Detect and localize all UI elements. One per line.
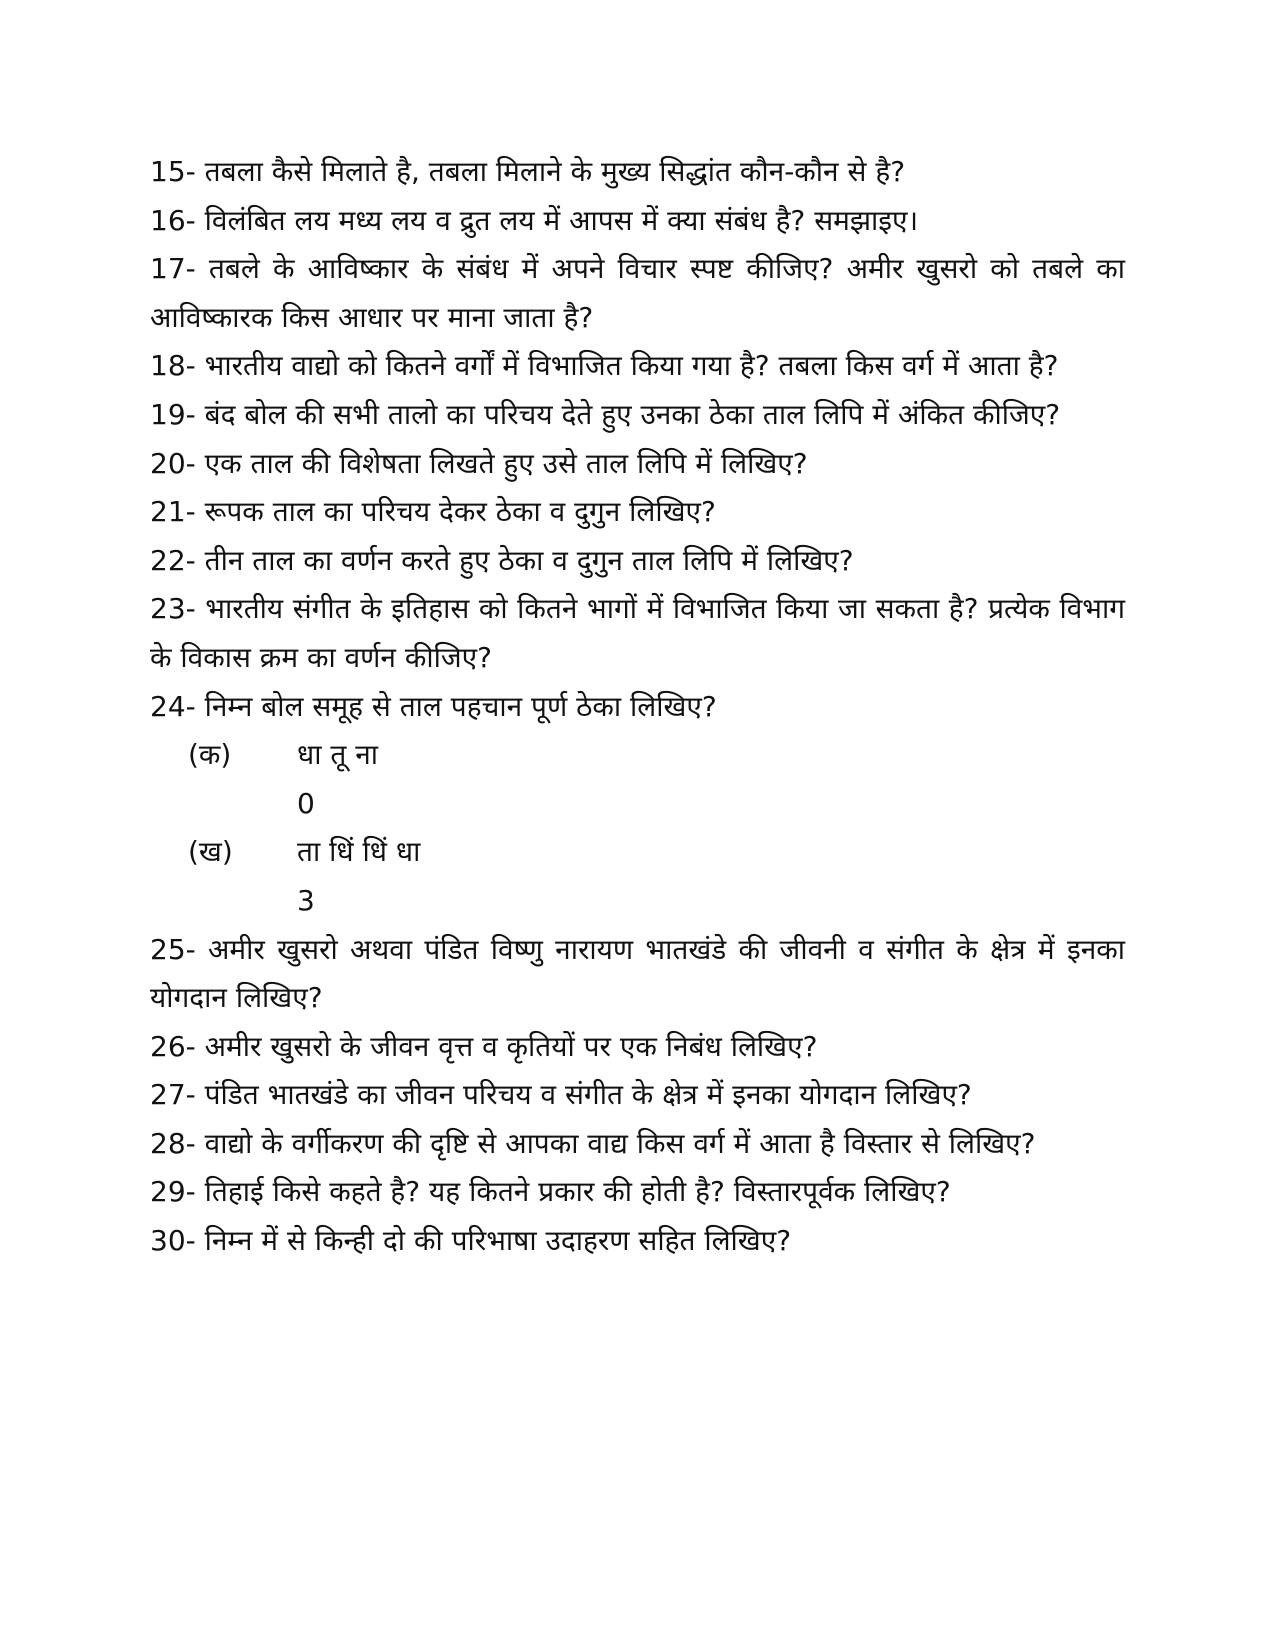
question-list	[150, 148, 1125, 1266]
question-26: 26- अमीर खुसरो के जीवन वृत्त व कृतियों पर एक निबंध लिखिए?	[150, 1029, 818, 1063]
q24-part-kha-mark: 3	[297, 883, 315, 917]
question-29: 29- तिहाई किसे कहते है? यह कितने प्रकार की होती है? विस्तारपूर्वक लिखिए?	[150, 1175, 951, 1209]
q24-part-ka-label: (क)	[188, 738, 232, 772]
question-20: 20- एक ताल की विशेषता लिखते हुए उसे ताल लिपि में लिखिए?	[150, 446, 808, 480]
question-30: 30- निम्न में से किन्ही दो की परिभाषा उदाहरण सहित लिखिए?	[150, 1224, 792, 1258]
question-16: 16- विलंबित लय मध्य लय व द्रुत लय में आपस में क्या संबंध है? समझाइए।	[150, 203, 919, 237]
question-21: 21- रूपक ताल का परिचय देकर ठेका व दुगुन लिखिए?	[150, 495, 716, 529]
question-17: 17- तबले के आविष्कार के संबंध में अपने विचार स्पष्ट कीजिए? अमीर खुसरो को तबले का आविष्कारक किस आधार पर माना जाता है?	[150, 252, 1125, 334]
question-25: 25- अमीर खुसरो अथवा पंडित विष्णु नारायण भातखंडे की जीवनी व संगीत के क्षेत्र में इनका योगदान लिखिए?	[150, 932, 1125, 1015]
question-27: 27- पंडित भातखंडे का जीवन परिचय व संगीत के क्षेत्र में इनका योगदान लिखिए?	[150, 1078, 972, 1112]
q24-part-ka-mark: 0	[297, 786, 315, 820]
q24-part-kha-mark-row	[150, 877, 1125, 926]
question-15: 15- तबला कैसे मिलाते है, तबला मिलाने के मुख्य सिद्धांत कौन-कौन से है?	[150, 155, 906, 188]
q24-part-ka-mark-row	[150, 780, 1125, 829]
question-24: 24- निम्न बोल समूह से ताल पहचान पूर्ण ठेका लिखिए?	[150, 689, 717, 723]
question-18: 18- भारतीय वाद्यो को कितने वर्गों में विभाजित किया गया है? तबला किस वर्ग में आता है?	[150, 349, 1059, 383]
question-28: 28- वाद्यो के वर्गीकरण की दृष्टि से आपका वाद्य किस वर्ग में आता है विस्तार से लिखिए?	[150, 1126, 1036, 1160]
question-22: 22- तीन ताल का वर्णन करते हुए ठेका व दुगुन ताल लिपि में लिखिए?	[150, 543, 854, 577]
question-23: 23- भारतीय संगीत के इतिहास को कितने भागों में विभाजित किया जा सकता है? प्रत्येक विभाग के विकास क्रम का वर्णन कीजिए?	[150, 592, 1125, 674]
question-19: 19- बंद बोल की सभी तालो का परिचय देते हुए उनका ठेका ताल लिपि में अंकित कीजिए?	[150, 397, 1061, 431]
q24-part-ka	[150, 731, 1125, 780]
q24-part-kha	[150, 828, 1125, 877]
q24-part-kha-label: (ख)	[188, 835, 233, 869]
q24-part-ka-bol: धा तू ना	[297, 738, 379, 772]
q24-part-kha-bol: ता धिं धिं धा	[297, 835, 421, 869]
